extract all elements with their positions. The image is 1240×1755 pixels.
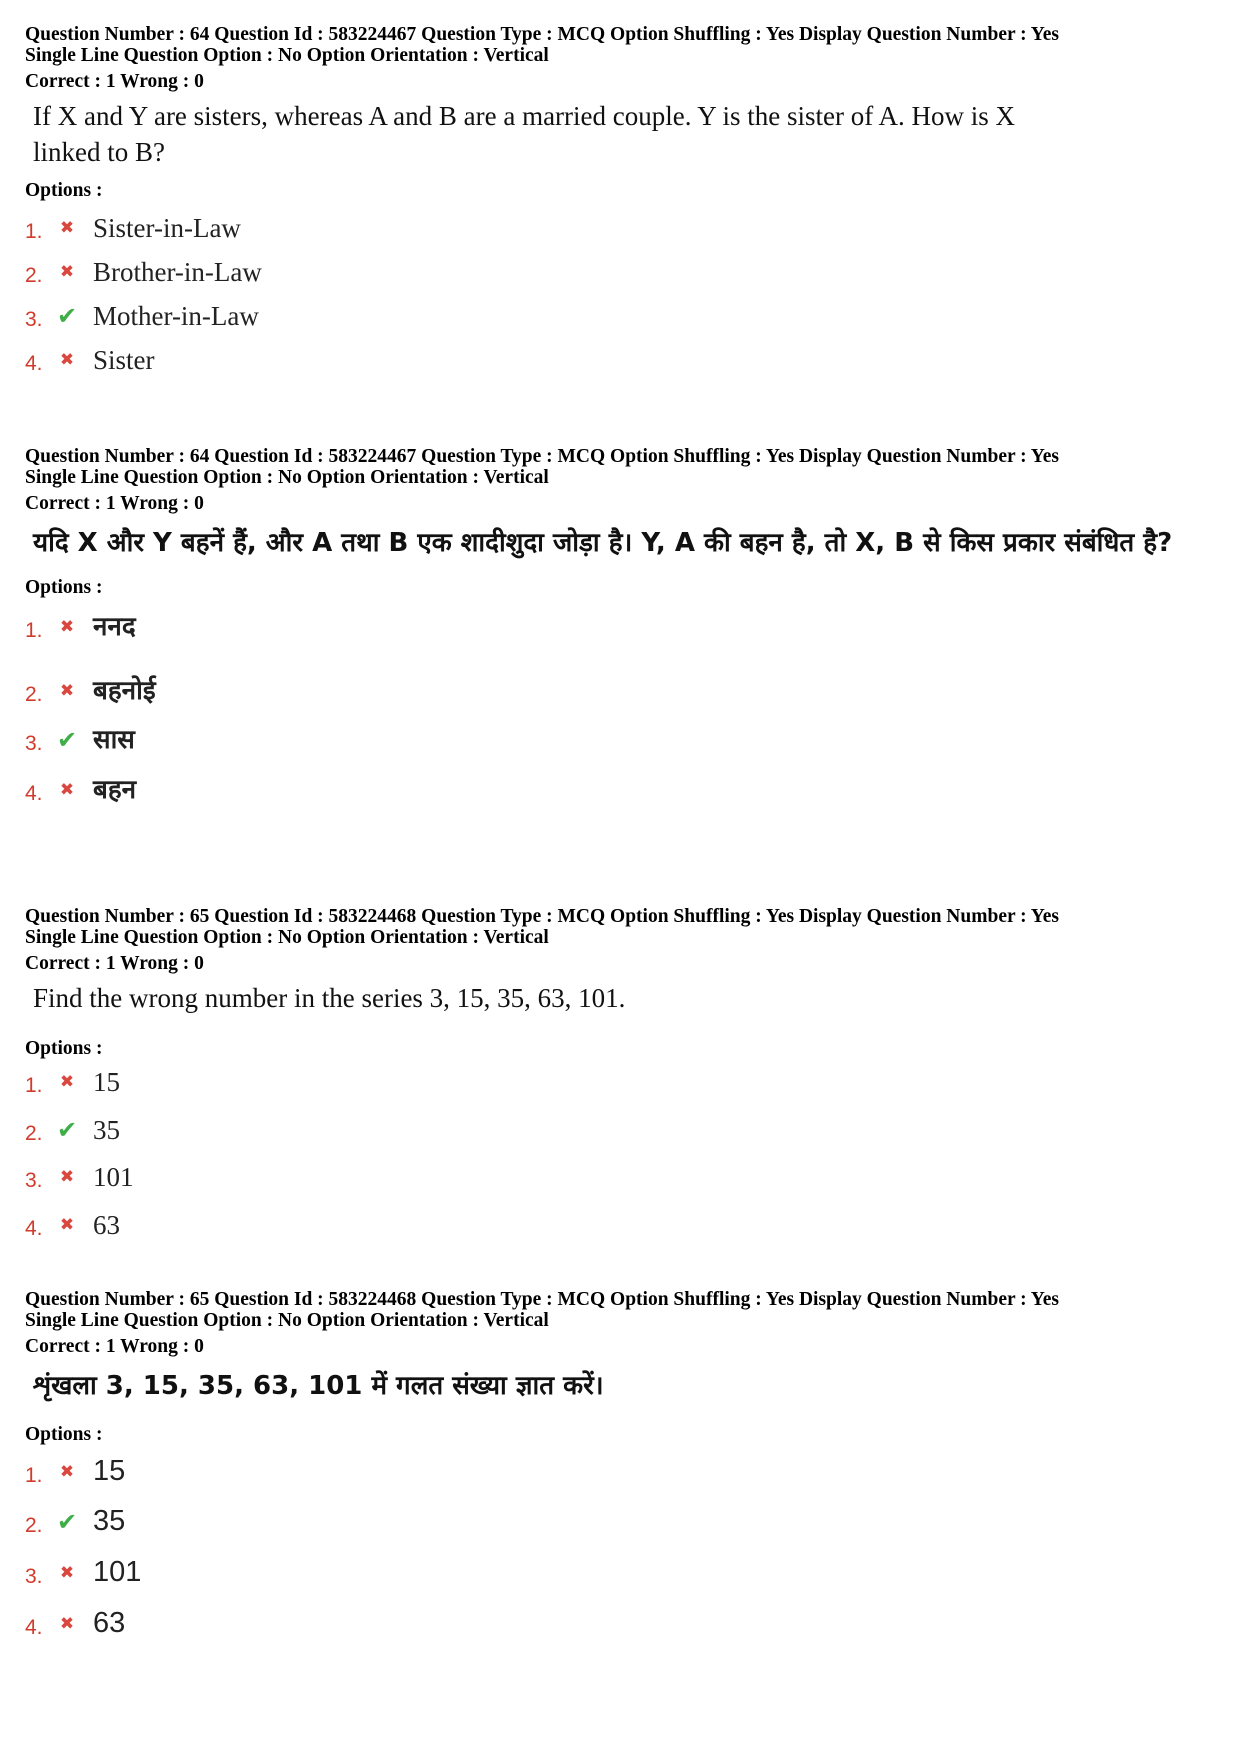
cross-icon: ✖ bbox=[59, 780, 75, 800]
option-text: Sister-in-Law bbox=[93, 213, 241, 243]
option-item bbox=[25, 1148, 1215, 1195]
option-number: 4. bbox=[25, 782, 43, 805]
question-text: Find the wrong number in the series 3, 15, 35, 63, 101. bbox=[33, 983, 626, 1013]
option-text: सास bbox=[93, 725, 135, 755]
option-text: Brother-in-Law bbox=[93, 257, 262, 287]
option-text: Mother-in-Law bbox=[93, 301, 259, 331]
question-meta: Question Number : 65 Question Id : 583224468 Question Type : MCQ Option Shuffling : Yes Display Question Number : Yes bbox=[25, 1289, 1059, 1310]
cross-icon: ✖ bbox=[59, 681, 75, 701]
option-number: 4. bbox=[25, 1616, 43, 1639]
option-text: 101 bbox=[93, 1162, 134, 1192]
cross-icon: ✖ bbox=[59, 1563, 75, 1583]
option-item bbox=[25, 1446, 1215, 1490]
option-item bbox=[25, 246, 1215, 290]
options-label: Options : bbox=[25, 180, 103, 201]
option-number: 1. bbox=[25, 220, 43, 243]
question-score: Correct : 1 Wrong : 0 bbox=[25, 1336, 204, 1357]
options-label: Options : bbox=[25, 1038, 103, 1059]
question-meta: Question Number : 65 Question Id : 583224468 Question Type : MCQ Option Shuffling : Yes Display Question Number : Yes bbox=[25, 906, 1059, 927]
question-text: यदि X और Y बहनें हैं, और A तथा B एक शादीशुदा जोड़ा है। Y, A की बहन है, तो X, B से किस प्रकार संबंधित है? bbox=[33, 528, 1173, 558]
option-number: 2. bbox=[25, 1514, 43, 1537]
question-meta-options: Single Line Question Option : No Option Orientation : Vertical bbox=[25, 1310, 549, 1331]
option-item bbox=[25, 202, 1215, 246]
cross-icon: ✖ bbox=[59, 1614, 75, 1634]
option-number: 3. bbox=[25, 732, 43, 755]
option-item bbox=[25, 1100, 1215, 1148]
options-list bbox=[25, 202, 1215, 378]
question-meta-options: Single Line Question Option : No Option Orientation : Vertical bbox=[25, 45, 549, 66]
options-list bbox=[25, 1060, 1215, 1243]
cross-icon: ✖ bbox=[59, 218, 75, 238]
option-text: 15 bbox=[93, 1455, 126, 1487]
option-number: 4. bbox=[25, 352, 43, 375]
option-text: बहन bbox=[93, 775, 137, 805]
option-number: 1. bbox=[25, 619, 43, 642]
option-number: 1. bbox=[25, 1074, 43, 1097]
question-meta: Question Number : 64 Question Id : 583224467 Question Type : MCQ Option Shuffling : Yes Display Question Number : Yes bbox=[25, 24, 1059, 45]
question-score: Correct : 1 Wrong : 0 bbox=[25, 71, 204, 92]
option-item bbox=[25, 599, 1215, 645]
cross-icon: ✖ bbox=[59, 350, 75, 370]
option-text: 63 bbox=[93, 1607, 126, 1639]
option-item bbox=[25, 1540, 1215, 1591]
option-number: 2. bbox=[25, 683, 43, 706]
question-block-64-hi bbox=[25, 446, 1215, 808]
option-item bbox=[25, 758, 1215, 808]
option-number: 3. bbox=[25, 308, 43, 331]
option-number: 1. bbox=[25, 1464, 43, 1487]
question-score: Correct : 1 Wrong : 0 bbox=[25, 953, 204, 974]
cross-icon: ✖ bbox=[59, 1167, 75, 1187]
option-item bbox=[25, 334, 1215, 378]
option-item bbox=[25, 290, 1215, 334]
question-block-65-hi bbox=[25, 1289, 1215, 1642]
cross-icon: ✖ bbox=[59, 617, 75, 637]
option-text: 35 bbox=[93, 1115, 120, 1145]
options-label: Options : bbox=[25, 577, 103, 598]
options-list bbox=[25, 1446, 1215, 1642]
checkmark-icon: ✔ bbox=[56, 726, 78, 754]
cross-icon: ✖ bbox=[59, 1215, 75, 1235]
question-meta-options: Single Line Question Option : No Option Orientation : Vertical bbox=[25, 467, 549, 488]
option-text: Sister bbox=[93, 345, 155, 375]
question-block-65-en bbox=[25, 906, 1215, 1243]
cross-icon: ✖ bbox=[59, 1462, 75, 1482]
option-number: 2. bbox=[25, 264, 43, 287]
question-block-64-en bbox=[25, 24, 1215, 378]
option-number: 3. bbox=[25, 1169, 43, 1192]
options-list bbox=[25, 599, 1215, 808]
question-meta-options: Single Line Question Option : No Option Orientation : Vertical bbox=[25, 927, 549, 948]
checkmark-icon: ✔ bbox=[56, 302, 78, 330]
cross-icon: ✖ bbox=[59, 1072, 75, 1092]
options-label: Options : bbox=[25, 1424, 103, 1445]
question-score: Correct : 1 Wrong : 0 bbox=[25, 493, 204, 514]
option-number: 2. bbox=[25, 1122, 43, 1145]
question-text: शृंखला 3, 15, 35, 63, 101 में गलत संख्या ज्ञात करें। bbox=[33, 1371, 604, 1401]
option-text: ननद bbox=[93, 612, 136, 642]
option-text: 63 bbox=[93, 1210, 120, 1240]
question-meta: Question Number : 64 Question Id : 583224467 Question Type : MCQ Option Shuffling : Yes Display Question Number : Yes bbox=[25, 446, 1059, 467]
option-item bbox=[25, 709, 1215, 758]
checkmark-icon: ✔ bbox=[56, 1116, 78, 1144]
option-number: 4. bbox=[25, 1217, 43, 1240]
question-text: If X and Y are sisters, whereas A and B are a married couple. Y is the sister of A. How is X linked to B? bbox=[33, 101, 1015, 167]
option-item bbox=[25, 1591, 1215, 1642]
cross-icon: ✖ bbox=[59, 262, 75, 282]
option-text: 35 bbox=[93, 1505, 126, 1537]
option-number: 3. bbox=[25, 1565, 43, 1588]
option-text: 15 bbox=[93, 1067, 120, 1097]
option-item bbox=[25, 645, 1215, 709]
option-text: 101 bbox=[93, 1556, 142, 1588]
option-item bbox=[25, 1060, 1215, 1100]
checkmark-icon: ✔ bbox=[56, 1508, 78, 1536]
option-text: बहनोई bbox=[93, 676, 156, 706]
option-item bbox=[25, 1195, 1215, 1243]
option-item bbox=[25, 1490, 1215, 1540]
